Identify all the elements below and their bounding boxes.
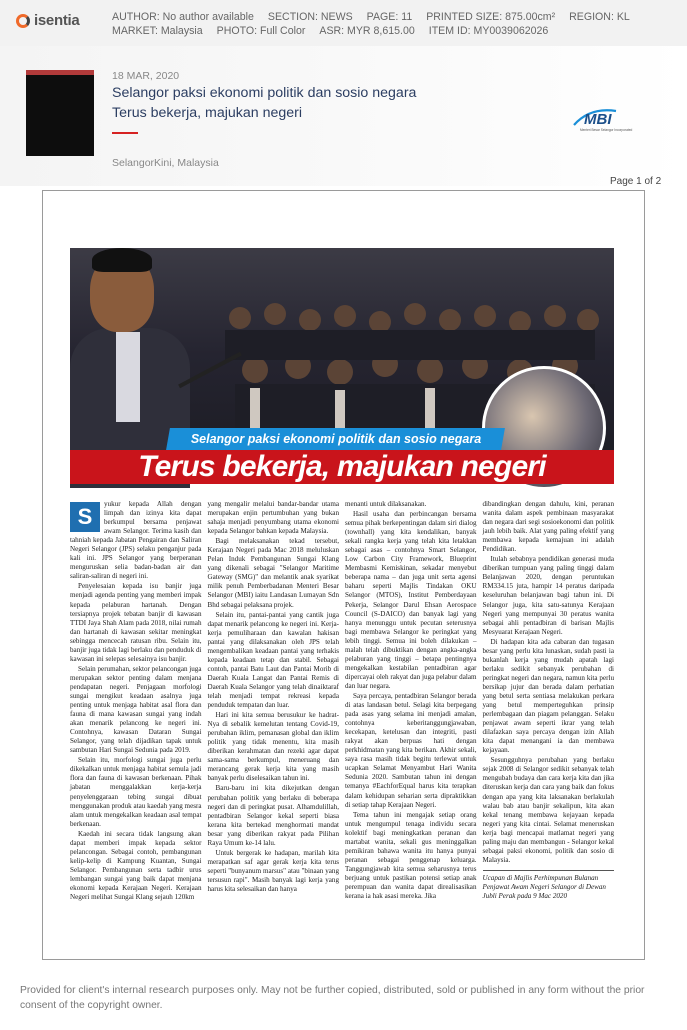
printed-size-field: PRINTED SIZE: 875.00cm² bbox=[426, 11, 556, 23]
paragraph: menanti untuk dilaksanakan. bbox=[345, 500, 427, 508]
paragraph: Bagi melaksanakan tekad tersebut, Kerajaan Negeri pada Mac 2018 meluluskan Pelan Induk Pembangunan Sungai Klang yang dikenali sebagai "Selangor Maritime Gateway (SMG)" dan melantik anak syarikat milik penuh Pemberbadanan Menteri Besar Selangor (MBI) iaitu Landasan Lumayan Sdn Bhd sebagai pelaksana projek. bbox=[207, 537, 339, 609]
paragraph: Untuk bergerak ke hadapan, marilah kita merapatkan saf agar gerak kerja kita terus seperti "bunyanum marsus" atau "binaan yang tersusun rapi". Masih banyak lagi kerja yang harus kita selesaikan dan hanya bbox=[207, 848, 339, 893]
page-field: PAGE: 11 bbox=[366, 11, 413, 23]
mbi-logo bbox=[570, 105, 642, 133]
author-field: AUTHOR: No author available bbox=[112, 11, 254, 23]
metadata-text bbox=[112, 11, 644, 38]
isentia-logo-icon bbox=[16, 14, 30, 28]
article-column-1 bbox=[70, 500, 202, 902]
paragraph: Kaedah ini secara tidak langsung akan dapat memberi impak kepada sektor pelancongan. Sebagai contoh, pembangunan kelip-kelip di Kampung Kuantan, Sungai Selangor. Pembangunan serta tadbir urus lembangan sungai yang baik dapat menjana ekonomi kepada Kerajaan Negeri. Kerajaan Negeri melihat Sungai Klang sejauh 120km bbox=[70, 829, 202, 902]
paragraph: Selain itu, pantai-pantai yang cantik juga dapat menarik pelancong ke negeri ini. Kerja-kerja pemuliharaan dan kawalan hakisan pantai yang dilaksanakan oleh JPS telah mengembalikan keadaan pantai yang terhakis kepada keadaan tetap dan stabil. Sebagai contoh, pantai Batu Laut dan Pantai Morib di Daerah Kuala Langat dan Pantai Remis di Daerah Kuala Selangor yang telah dinaiktaraf telah menjadi tempat rekreasi kepada penduduk tempatan dan luar. bbox=[207, 610, 339, 710]
paragraph: Baru-baru ini kita dikejutkan dengan perubahan politik yang berlaku di beberapa negeri dan di peringkat pusat. Alhamdulillah, pentadbiran Selangor kekal seperti biasa kerana kita bertekad menghormati mandat besar yang diberikan rakyat pada Pilihan Raya Umum ke-14 lalu. bbox=[207, 784, 339, 847]
paragraph bbox=[70, 500, 202, 581]
paragraph: Penyelesaian kepada isu banjir juga menjadi agenda penting yang memberi impak kepada pelaburan hartanah. Dengan tersiapnya projek tebatan banjir di kawasan TTDI Jaya Shah Alam pada 2018, nilai rumah dan hartanah di kawasan sekitar meningkat sebingga mencecah ratusan ribu. Selain itu, banjir juga tidak lagi berlaku dan penduduk di kawasan ini selepas selesainya isu banjir. bbox=[70, 582, 202, 663]
metadata-bar bbox=[0, 0, 687, 46]
subheadline-text: Selangor paksi ekonomi politik dan sosio negara bbox=[190, 432, 482, 446]
mbi-logo-text: MBI bbox=[584, 111, 612, 128]
dropcap: S bbox=[70, 502, 100, 532]
paragraph: Tema tahun ini mengajak setiap orang untuk mengumpul tenaga individu secara kolektif bagi meningkatkan peranan dan martabat wanita, sekali gus meninggalkan pemikiran bahawa wanita itu hanya punyai peranan sebagai penggenap keluarga. Tanggungjawab kita semua seharusnya terus berjuang untuk pastikan potensi setiap anak perempuan dan wanita dapat direalisasikan kerana ia hak asasi mereka. Jika bbox=[345, 810, 477, 901]
isentia-logo bbox=[16, 12, 79, 29]
paragraph: Selain perumahan, sektor pelancongan juga merupakan sektor penting dalam menjana pendapatan negeri. Penjagaan morfologi sungai mengikut keadaan asalnya juga penting untuk menjaga habitat asal flora dan fauna di mana kawasan sungai yang indah akan menarik pelancong ke negeri ini. Contohnya, kawasan Dataran Sungai Selangor, yang telah dijadikan tapak untuk sambutan Hari Sungai Sedunia pada 2019. bbox=[70, 664, 202, 755]
asr-field: ASR: MYR 8,615.00 bbox=[319, 24, 415, 37]
metadata-line-2 bbox=[112, 25, 644, 39]
paragraph: dibandingkan dengan dahulu, kini, peranan wanita dalam aspek pembinaan masyarakat dan negara dari segi sosioekonomi dan politik jauh lebih baik. Alat yang paling efektif yang membawa kepada kemajuan ini adalah Pendidikan. bbox=[482, 500, 614, 554]
paragraph: Di hadapan kita ada cabaran dan tugasan besar yang perlu kita lunaskan, sudah pasti ia bukanlah kerja yang mudah apatah lagi berlaku sedikit sebanyak perubahan di peringkat negeri dan negara, namun kita perlu bersikap jujur dan berada dalam perhatian yang betul serta sentiasa melakukan perkara yang betul memperteguhkan prinsip perlembagaan dan piagam pelanggan. Selaku penjawat awam seperti ikrar yang telah dilafazkan saya percaya dengan izin Allah kita dapat menangani ia dan membawa kejayaan. bbox=[482, 637, 614, 755]
region-field: REGION: KL bbox=[569, 11, 630, 23]
publication-date: 18 MAR, 2020 bbox=[112, 70, 180, 82]
brand-name: isentia bbox=[34, 12, 80, 29]
section-field: SECTION: NEWS bbox=[267, 11, 353, 23]
article-title: Selangor paksi ekonomi politik dan sosio negara Terus bekerja, majukan negeri bbox=[112, 85, 417, 121]
article-column-3 bbox=[345, 500, 477, 901]
article-body bbox=[70, 500, 614, 902]
paragraph: Selain itu, morfologi sungai juga perlu dikekalkan untuk menjaga habitat semula jadi flora dan fauna di kawasan berkenaan. Pihak jabatan menggalakkan kerja-kerja penyelenggaraan tebing sungai dibuat menggunakan produk atau kaedah yang mesra alam untuk mengekalkan keadaan asal tempat berkenaan. bbox=[70, 756, 202, 828]
article-source: SelangorKini, Malaysia bbox=[112, 157, 219, 169]
metadata-line-1 bbox=[112, 11, 644, 25]
item-id-field: ITEM ID: MY0039062026 bbox=[428, 24, 549, 37]
article-column-2 bbox=[208, 500, 340, 896]
paragraph: Itulah sebabnya pendidikan generasi muda diberikan tumpuan yang paling tinggi dalam Belanjawan 2020, dengan peruntukan RM334.15 juta, hampir 14 peratus daripada keseluruhan belanjawan bagi tahun ini. Di Selangor juga, kita satu-satunya Kerajaan Negeri yang mempunyai 30 peratus wanita sebagai ahli pentadbiran di barisan Majlis Mesyuarat Kerajaan Negeri. bbox=[482, 555, 614, 636]
speaker-shirt bbox=[116, 332, 140, 422]
mbi-tagline: Menteri Besar Selangor Incorporated bbox=[580, 128, 633, 132]
paragraph: Hasil usaha dan perbincangan bersama semua pihak berkepentingan dalam siri dialog (townhall) yang kita kendalikan, banyak sekali rangka kerja yang telah kita letakkan sebagai asas – contohnya Smart Selangor, Low Carbon City Framework, Blueprint Membasmi Kemiskinan, sekadar menyebut beberapa nama – dan juga unit serta agensi baharu seperti Majlis Tindakan OKU Selangor (MTOS), Institut Pemberdayaan Pekerja, Selangor Darul Ehsan Aerospace Council (S-DAICO) dan banyak lagi yang hanya menunggu untuk pecutan seterusnya bagi membawa Selangor ke peringkat yang lebih tinggi. Semua ini boleh dilakukan – malah telah dibuktikan dengan angka-angka pelaburan yang tinggi – betapa pentingnya mengekalkan kestabilan pentadbiran agar dipercayai oleh rakyat dan juga pelabur dalam dan luar negara. bbox=[345, 510, 477, 690]
paragraph: Saya percaya, pentadbiran Selangor berada di atas landasan betul. Selagi kita berpegang pada asas yang selama ini menjadi amalan, contohnya keberitanggungjawaban, kecekapan, ketelusan dan integriti, pasti rakyat akan berpuas hati dengan perkhidmatan yang kita berikan. Akhir sekali, saya rasa masih tidak begitu terlewat untuk ucapkan Selamat Menyambut Hari Wanita Sedunia 2020. Sambutan tahun ini dengan temanya #EachforEqual harus kita terapkan dalam kehidupan seharian serta dipraktikkan di setiap tahap Kerajaan Negeri. bbox=[345, 691, 477, 809]
article-column-4 bbox=[482, 500, 615, 900]
page-indicator: Page 1 of 2 bbox=[610, 176, 662, 187]
market-field: MARKET: Malaysia bbox=[112, 24, 203, 37]
speaker-hair bbox=[92, 248, 152, 272]
paragraph: yang mengalir melalui bandar-bandar utama merupakan enjin pertumbuhan yang bukan sahaja menjadi penyumbang utama ekonomi kepada Selangor bahkan kepada Malaysia. bbox=[207, 500, 339, 536]
photo-caption: Ucapan di Majlis Perhimpunan Bulanan Penjawat Awam Negeri Selangor di Dewan Jubli Perak pada 9 Mac 2020 bbox=[483, 870, 615, 901]
title-divider bbox=[112, 132, 138, 134]
paragraph: Hari ini kita semua berusukur ke hadrat-Nya di sebalik kemelutan tentang Covid-19, perubahan iklim, pemanasan global dan iklim politik yang tidak menentu, kita masih diberikan kerahmatan dan rezeki agar dapat sama-sama berkumpul, meneruang dan merancang gerak kerja kita yang masih banyak perlu diselesaikan tahun ini. bbox=[207, 711, 339, 783]
copyright-disclaimer: Provided for client's internal research purposes only. May not be further copied, distributed, sold or published in any form without the prior consent of the copyright owner. bbox=[20, 985, 645, 1011]
paragraph-text: yukur kepada Allah dengan limpah dan izinya kita dapat berkumpul bersama penjawat awam Selangor. Terima kasih dan tahniah kepada Jabatan Pengairan dan Saliran Negeri Selangor (JPS) selaku penganjur pada kali ini. JPS Selangor yang berperanan menguruskan selia badan-badan air dan saliran-saliran di negeri ini. bbox=[70, 500, 202, 581]
paragraph: Sesungguhnya perubahan yang berlaku sejak 2008 di Selangor sedikit sebanyak telah mengubah budaya dan cara kerja kita dan jika diteruskan kerja dan cara yang baik dan fokus dengan apa yang kita laksanakan berlakulah walau bab atau banjir sekalipun, kita akan kekal tenang membawa kejayaan kepada negeri yang kita cintai. Selamat meneruskan kerja bagi mencapai matlamat negeri yang paling maju dan membangun - Selangor kekal sebagai paksi ekonomi, politik dan sosio di Malaysia. bbox=[482, 756, 614, 864]
headline-banner-text: Terus bekerja, majukan negeri bbox=[138, 450, 546, 483]
photo-field: PHOTO: Full Color bbox=[216, 24, 306, 37]
clipping-thumbnail[interactable] bbox=[26, 70, 94, 156]
